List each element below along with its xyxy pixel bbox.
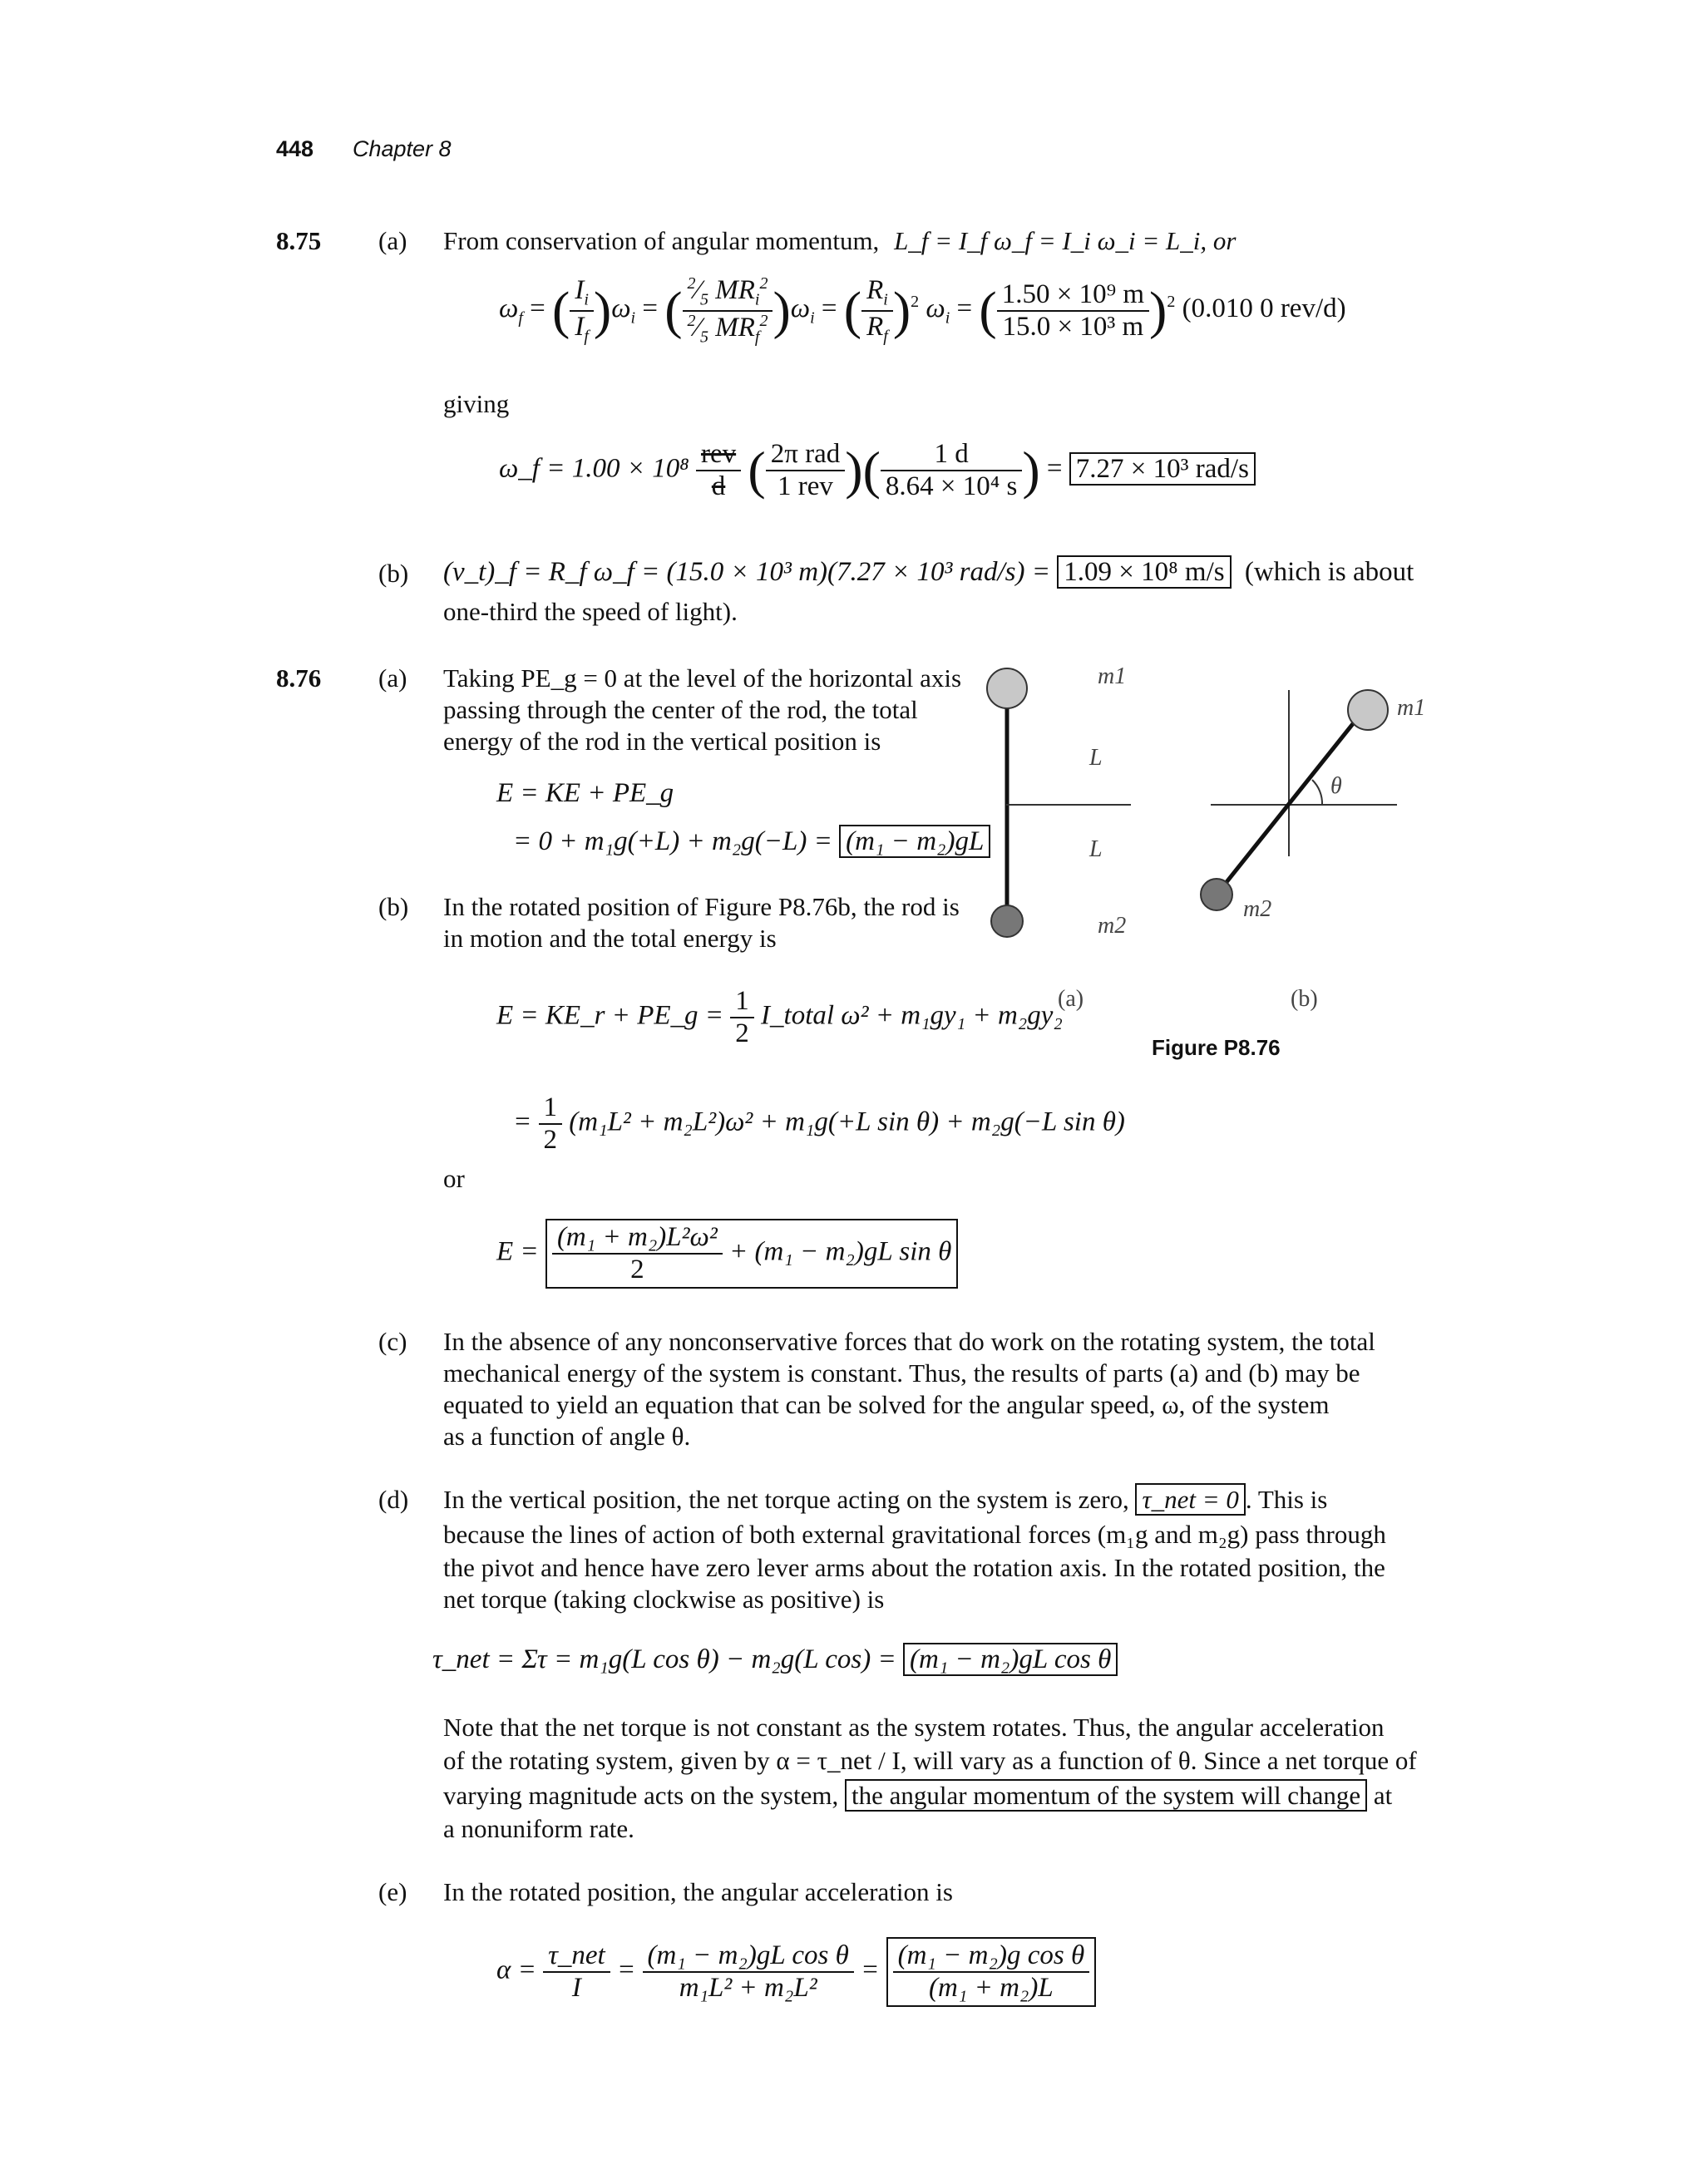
mass-m1-circle [1348,690,1388,730]
p876-a-line1: Taking PE_g = 0 at the level of the horizontal axis [443,663,962,693]
p876-b-line2: in motion and the total energy is [443,924,777,953]
part-a-label: (a) [378,663,407,693]
result-box: the angular momentum of the system will change [845,1779,1367,1812]
mass-m1-circle [987,668,1027,708]
p876-d-eq: τ_net = Στ = m₁g(L cos θ) − m₂g(L cos) = (m₁ − m₂)gL cos θ [432,1644,1118,1675]
result-box: (m₁ − m₂)gL cos θ [903,1643,1118,1676]
or-text: or [443,1164,465,1193]
p876-b-eq2: = $\frac{1}{2}$ (m₁L² + m₂L²)ω² + m₁g(+L sin θ) + m₂g(−L sin θ) [513,1092,1125,1155]
result-box: (m₁ − m₂)gL [839,825,990,858]
theta-arc [1312,780,1322,805]
result-box: 1.09 × 10⁸ m/s [1057,555,1231,589]
note-line3: varying magnitude acts on the system, the angular momentum of the system will change at [443,1781,1393,1810]
label-m2: m2 [1098,913,1127,939]
label-theta: θ [1330,773,1342,799]
p876-d-line4: net torque (taking clockwise as positive) is [443,1585,885,1614]
part-d-label: (d) [378,1485,409,1514]
figure-part-b [1201,690,1425,1012]
p876-a-line3: energy of the rod in the vertical position is [443,727,881,756]
note-line4: a nonuniform rate. [443,1814,634,1843]
p876-b-eq1: E = KE_r + PE_g = $\frac{1}{2}$ I_total ω² + m₁gy₁ + m₂gy₂ [496,986,1063,1048]
p876-a-eq2: = 0 + m₁g(+L) + m₂g(−L) = (m₁ − m₂)gL [513,826,990,857]
figure-part-a [987,663,1131,1012]
p875-eq-omega: $\omega_f$ = ( $\frac{I_i}{I_f}$ )$\omega_i$ = ( $\frac{^2⁄_5 MR_i^2}{^2⁄_5 MR_f^2}$ )$\omega_i$ = ( $\frac{R_i}{R_f}$ )$^2$ $\omega_i$ = ( $\frac{\text{1.50 × 10⁹ m}}{\text{15.0 × 10³ m}}$ )$^2$ (0.010 0 rev/d) [499,274,1346,347]
p876-a-line2: passing through the center of the rod, the total [443,695,918,724]
p875-b-eq: (v_t)_f = R_f ω_f = (15.0 × 10³ m)(7.27 × 10³ rad/s) = 1.09 × 10⁸ m/s (which is about [443,557,1414,587]
p876-c-line1: In the absence of any nonconservative forces that do work on the rotating system, the total [443,1327,1375,1356]
note-line1: Note that the net torque is not constant as the system rotates. Thus, the angular acceleration [443,1713,1385,1742]
result-box: $\frac{\text{(m₁ − m₂)g cos θ}}{\text{(m₁ + m₂)L}}$ [886,1937,1097,2007]
p876-e-text: In the rotated position, the angular acceleration is [443,1877,953,1906]
p875-eq-omega-result: ω_f = 1.00 × 10⁸ $\frac{\text{rev}}{d}$ ( $\frac{\text{2π rad}}{\text{1 rev}}$ )( $\frac{1 d}{\text{8.64 × 10⁴ s}}$ ) = 7.27 × 10³ rad/s [499,439,1256,502]
mass-m2-circle [991,905,1023,937]
problem-number-876: 8.76 [276,663,322,693]
problem-number-875: 8.75 [276,226,322,255]
giving-text: giving [443,389,510,418]
mass-m2-circle [1201,879,1232,910]
part-b-label: (b) [378,892,409,921]
p876-b-line1: In the rotated position of Figure P8.76b, the rod is [443,892,960,921]
page-number: 448 [276,136,314,161]
p876-b-eq3: E = $\frac{\text{(m₁ + m₂)L²ω²}}{2}$ + (m₁ − m₂)gL sin θ [496,1219,958,1289]
p876-d-line2: because the lines of action of both external gravitational forces (m₁g and m₂g) pass through [443,1520,1386,1549]
part-b-label: (b) [378,559,409,588]
part-c-label: (c) [378,1327,407,1356]
p875-b-line2: one-third the speed of light). [443,597,738,626]
label-L-top: L [1089,745,1103,771]
p875-a-intro: From conservation of angular momentum, L_f = I_f ω_f = I_i ω_i = L_i, or [443,226,1237,255]
label-m1: m1 [1098,663,1127,689]
label-b: (b) [1291,986,1318,1012]
p876-e-eq: α = $\frac{\text{τ\_net}}{I}$ = $\frac{\text{(m₁ − m₂)gL cos θ}}{\text{m₁L² + m₂L²}}$ = $\frac{\text{(m₁ − m₂)g cos θ}}{\text{(m₁ + m₂)L}}$ [496,1937,1096,2007]
note-line2: of the rotating system, given by α = τ_net / I, will vary as a function of θ. Since a net torque of [443,1746,1417,1775]
p876-c-line4: as a function of angle θ. [443,1422,691,1451]
p876-d-line3: the pivot and hence have zero lever arms about the rotation axis. In the rotated position, the [443,1553,1385,1582]
label-m2: m2 [1243,896,1272,922]
figure-p876 [981,648,1447,1014]
label-m1: m1 [1397,695,1426,721]
p876-c-line2: mechanical energy of the system is constant. Thus, the results of parts (a) and (b) may be [443,1358,1360,1388]
chapter-label: Chapter 8 [353,136,452,161]
label-L-bottom: L [1089,836,1103,862]
p876-a-eq1: E = KE + PE_g [496,778,674,808]
rod-rotated [1217,705,1368,895]
figure-caption: Figure P8.76 [1152,1035,1281,1060]
label-a: (a) [1058,986,1084,1012]
result-box: 7.27 × 10³ rad/s [1069,452,1256,486]
result-box: $\frac{\text{(m₁ + m₂)L²ω²}}{2}$ + (m₁ − m₂)gL sin θ [545,1219,958,1289]
result-box: τ_net = 0 [1135,1483,1245,1516]
p876-c-line3: equated to yield an equation that can be solved for the angular speed, ω, of the system [443,1390,1330,1419]
part-e-label: (e) [378,1877,407,1906]
p876-d-line1: In the vertical position, the net torque acting on the system is zero, τ_net = 0 . This is [443,1485,1328,1514]
part-a-label: (a) [378,226,407,255]
